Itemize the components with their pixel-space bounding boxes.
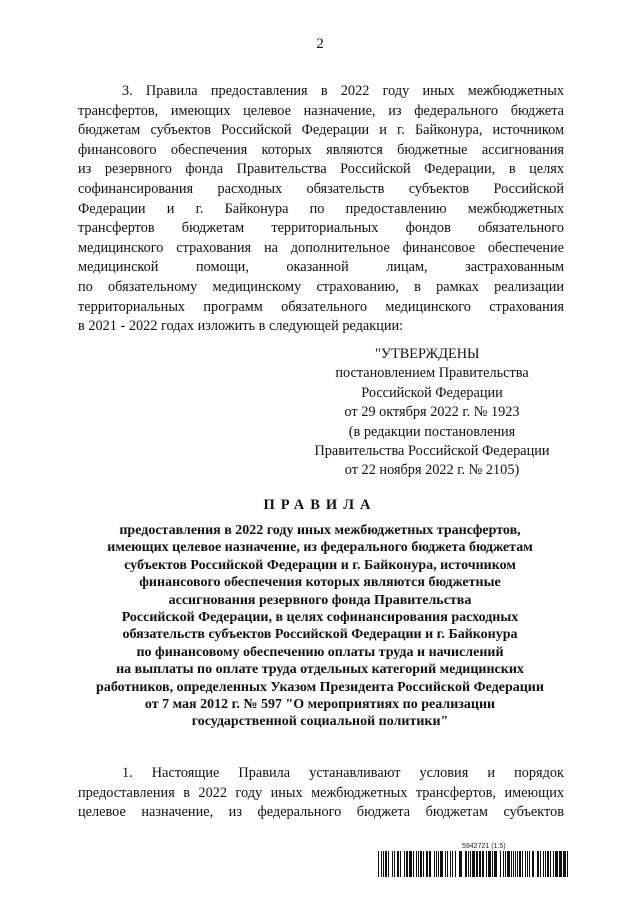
subtitle-line: на выплаты по оплате труда отдельных категорий медицинских <box>116 662 524 678</box>
subtitle-line: имеющих целевое назначение, из федерального бюджета бюджетам <box>107 540 533 556</box>
approval-line: (в редакции постановления <box>348 423 516 440</box>
approval-line: от 29 октября 2022 г. № 1923 <box>344 404 520 421</box>
barcode-block <box>378 843 570 883</box>
subtitle-line: по финансовому обеспечению оплаты труда и начислений <box>136 644 504 660</box>
subtitle-line: субъектов Российской Федерации и г. Байконура, источником <box>124 557 516 573</box>
paragraph-line: предоставления в 2022 году иных межбюджетных трансфертов, имеющих <box>78 784 564 801</box>
approval-block <box>300 345 564 481</box>
paragraph-line: медицинского страхования на дополнительное финансовое обеспечение <box>78 239 564 256</box>
approval-line: от 22 ноября 2022 г. № 2105) <box>344 462 520 479</box>
approval-line: Правительства Российской Федерации <box>314 443 550 460</box>
paragraph-line: в 2021 - 2022 годах изложить в следующей редакции: <box>78 318 404 335</box>
approval-line: Российской Федерации <box>361 384 503 401</box>
page-number: 2 <box>316 36 324 52</box>
paragraph-line: из резервного фонда Правительства Российской Федерации, в целях <box>78 161 564 178</box>
item-3-paragraph <box>78 82 564 337</box>
subtitle-line: ассигнования резервного фонда Правительства <box>168 592 472 608</box>
barcode-number: 5942721 (1.5) <box>462 843 506 850</box>
rules-subtitle <box>70 522 570 731</box>
subtitle-line: предоставления в 2022 году иных межбюджетных трансфертов, <box>119 523 521 538</box>
paragraph-line: финансового обеспечения которых являются бюджетные ассигнования <box>78 141 564 158</box>
paragraph-line: трансфертов бюджетам территориальных фондов обязательного <box>78 220 564 237</box>
subtitle-line: государственной социальной политики" <box>191 714 449 730</box>
paragraph-line: медицинской помощи, оказанной лицам, застрахованным <box>78 259 564 276</box>
paragraph-line: по обязательному медицинскому страхованию, в рамках реализации <box>78 278 564 295</box>
paragraph-line: 3. Правила предоставления в 2022 году иных межбюджетных <box>122 83 564 99</box>
paragraph-line: софинансирования расходных обязательств субъектов Российской <box>78 180 564 197</box>
subtitle-line: от 7 мая 2012 г. № 597 "О мероприятиях по реализации <box>144 697 496 713</box>
subtitle-line: работников, определенных Указом Президента Российской Федерации <box>96 679 544 695</box>
approval-line: постановлением Правительства <box>335 365 529 382</box>
item-1-paragraph <box>78 764 564 823</box>
paragraph-line: трансфертов, имеющих целевое назначение, из федерального бюджета <box>78 102 564 119</box>
subtitle-line: финансового обеспечения которых являются бюджетные <box>139 575 501 591</box>
rules-title: ПРАВИЛА <box>263 497 377 513</box>
approval-line: "УТВЕРЖДЕНЫ <box>375 346 480 362</box>
subtitle-line: обязательств субъектов Российской Федерации и г. Байконура <box>122 627 518 643</box>
paragraph-line: территориальных программ обязательного медицинского страхования <box>78 298 564 315</box>
paragraph-line: целевое назначение, из федерального бюджета бюджетам субъектов <box>78 804 564 821</box>
subtitle-line: Российской Федерации, в целях софинансирования расходных <box>121 610 519 626</box>
paragraph-line: бюджетам субъектов Российской Федерации и г. Байконура, источником <box>78 122 564 139</box>
paragraph-line: Федерации и г. Байконура по предоставлению межбюджетных <box>78 200 564 217</box>
barcode-image <box>378 851 570 877</box>
paragraph-line: 1. Настоящие Правила устанавливают условия и порядок <box>122 765 564 781</box>
